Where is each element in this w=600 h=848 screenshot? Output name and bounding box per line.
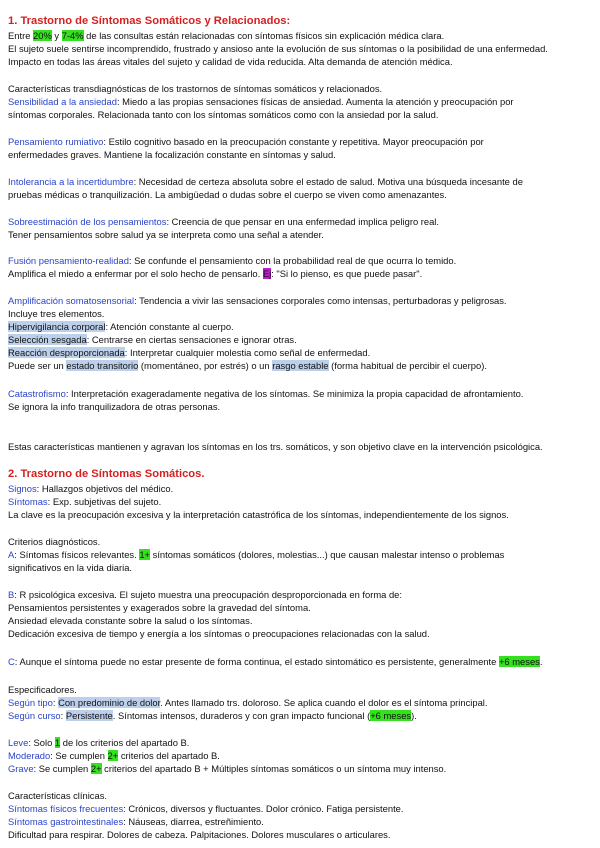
leve-line xyxy=(8,737,596,749)
text: : Aunque el síntoma puede no estar presente de forma continua, el estado sintomático es persistente, generalmente xyxy=(14,656,499,667)
text: ). xyxy=(411,710,417,721)
sobreestimacion-line-1 xyxy=(8,216,596,228)
term-catastrofismo: Catastrofismo xyxy=(8,388,66,399)
text: : Necesidad de certeza absoluta sobre el estado de salud. Motiva una búsqueda incesante de xyxy=(133,176,523,187)
moderado-line xyxy=(8,750,596,762)
text: : Se cumplen xyxy=(50,750,108,761)
term-grave: Grave xyxy=(8,763,34,774)
highlight-1: 1 xyxy=(54,737,61,748)
text: Entre xyxy=(8,30,34,41)
seleccion-line xyxy=(8,334,596,346)
fusion-line-1 xyxy=(8,255,596,267)
text: Puede ser un xyxy=(8,360,67,371)
term-hipervigilancia: Hipervigilancia corporal xyxy=(8,321,106,332)
term-rumiativo: Pensamiento rumiativo xyxy=(8,136,104,147)
intro-line-1 xyxy=(8,30,596,42)
criterio-a-line-1 xyxy=(8,549,596,561)
text: : xyxy=(52,697,59,708)
criterios-title: Criterios diagnósticos. xyxy=(8,536,101,547)
text: : xyxy=(60,710,66,721)
features-title: Características transdiagnósticas de los trastornos de síntomas somáticos y relacionados. xyxy=(8,83,383,94)
text: : Estilo cognitivo basado en la preocupación constante y repetitiva. Mayor preocupación por xyxy=(103,136,484,147)
term-signos: Signos xyxy=(8,483,37,494)
term-fusion: Fusión pensamiento-realidad xyxy=(8,255,129,266)
term-seleccion: Selección sesgada xyxy=(8,334,87,345)
amplificacion-line-1 xyxy=(8,295,596,307)
intolerancia-line-2: pruebas médicas o tranquilización. La ambigüedad o dudas sobre el cuerpo se viven como amenazantes. xyxy=(8,189,447,200)
text: : Náuseas, diarrea, estreñimiento. xyxy=(123,816,264,827)
highlight-6-meses-curso: +6 meses xyxy=(370,710,412,721)
text: : Tendencia a vivir las sensaciones corporales como intensas, perturbadoras y peligrosas. xyxy=(134,295,507,306)
hipervigilancia-line xyxy=(8,321,596,333)
text: : Atención constante al cuerpo. xyxy=(105,321,234,332)
term-segun-curso: Según curso xyxy=(8,710,61,721)
section-1-heading: 1. Trastorno de Síntomas Somáticos y Relacionados: xyxy=(8,15,291,27)
ultima-line: Dificultad para respirar. Dolores de cabeza. Palpitaciones. Dolores musculares o articulares. xyxy=(8,829,391,840)
rumiativo-line-2: enfermedades graves. Mantiene la focalización constante en síntomas y salud. xyxy=(8,149,336,160)
text: : Se confunde el pensamiento con la probabilidad real de que ocurra lo temido. xyxy=(128,255,457,266)
clave-line: La clave es la preocupación excesiva y la interpretación catastrófica de los síntomas, independientemente de los signos. xyxy=(8,509,509,520)
intolerancia-line-1 xyxy=(8,176,596,188)
text: : Creencia de que pensar en una enfermedad implica peligro real. xyxy=(166,216,439,227)
text: : "Si lo pienso, es que puede pasar". xyxy=(271,268,423,279)
text: : Síntomas físicos relevantes. xyxy=(14,549,140,560)
criterio-b-line-4: Dedicación excesiva de tiempo y energía a los síntomas o preocupaciones relacionadas con la salud. xyxy=(8,628,430,639)
term-sintomas: Síntomas xyxy=(8,496,48,507)
catastrofismo-line-1 xyxy=(8,388,596,400)
term-gastro: Síntomas gastrointestinales xyxy=(8,816,124,827)
segun-tipo-line xyxy=(8,697,596,709)
text: : Hallazgos objetivos del médico. xyxy=(36,483,174,494)
term-amplificacion: Amplificación somatosensorial xyxy=(8,295,135,306)
summary-line: Estas características mantienen y agravan los síntomas en los trs. somáticos, y son objetivo clave en la intervención psicológica. xyxy=(8,441,543,452)
highlight-2-plus-moderado: 2+ xyxy=(107,750,119,761)
highlight-ej: Ej xyxy=(262,268,272,279)
criterio-b-line-3: Ansiedad elevada constante sobre la salud o los síntomas. xyxy=(8,615,253,626)
highlight-persistente: Persistente xyxy=(65,710,113,721)
criterio-c-line xyxy=(8,656,596,668)
text: : Centrarse en ciertas sensaciones e ignorar otras. xyxy=(86,334,297,345)
text: : Se cumplen xyxy=(33,763,91,774)
sintomas-line xyxy=(8,496,596,508)
text: : Crónicos, diversos y fluctuantes. Dolor crónico. Fatiga persistente. xyxy=(123,803,404,814)
criterio-b-line-2: Pensamientos persistentes y exagerados sobre la gravedad del síntoma. xyxy=(8,602,311,613)
sensibilidad-line-2: síntomas corporales. Relacionada tanto con los síntomas somáticos como con la ansiedad por la salud. xyxy=(8,109,439,120)
text: (momentáneo, por estrés) o un xyxy=(138,360,273,371)
catastrofismo-line-2: Se ignora la info tranquilizadora de otras personas. xyxy=(8,401,221,412)
text: : R psicológica excesiva. El sujeto muestra una preocupación desproporcionada en forma de: xyxy=(14,589,402,600)
text: de los criterios del apartado B. xyxy=(60,737,190,748)
gastro-line xyxy=(8,816,596,828)
term-reaccion: Reacción desproporcionada xyxy=(8,347,125,358)
term-sobreestimacion: Sobreestimación de los pensamientos xyxy=(8,216,167,227)
term-rasgo-estable: rasgo estable xyxy=(272,360,329,371)
criterio-a-line-2: significativos en la vida diaria. xyxy=(8,562,133,573)
text: y xyxy=(51,30,62,41)
intro-line-2: El sujeto suele sentirse incomprendido, frustrado y ansioso ante la evolución de sus síntomas o la posibilidad de una enfermedad. xyxy=(8,43,548,54)
text: . Síntomas intensos, duraderos y con gran impacto funcional ( xyxy=(112,710,371,721)
term-frecuentes: Síntomas físicos frecuentes xyxy=(8,803,124,814)
reaccion-line xyxy=(8,347,596,359)
text: : Solo xyxy=(28,737,55,748)
term-a: A xyxy=(8,549,15,560)
text: . Antes llamado trs. doloroso. Se aplica cuando el dolor es el síntoma principal. xyxy=(160,697,488,708)
term-sensibilidad: Sensibilidad a la ansiedad xyxy=(8,96,117,107)
term-c: C xyxy=(8,656,15,667)
fusion-line-2 xyxy=(8,268,596,280)
highlight-2-plus-grave: 2+ xyxy=(90,763,102,774)
highlight-20-percent: 20% xyxy=(33,30,52,41)
signos-line xyxy=(8,483,596,495)
text: síntomas somáticos (dolores, molestias...) que causan malestar intenso o problemas xyxy=(150,549,505,560)
highlight-7-4-percent: 7-4% xyxy=(61,30,84,41)
especificadores-title: Especificadores. xyxy=(8,684,77,695)
term-b: B xyxy=(8,589,15,600)
text: : Exp. subjetivas del sujeto. xyxy=(47,496,162,507)
grave-line xyxy=(8,763,596,775)
term-moderado: Moderado xyxy=(8,750,51,761)
frecuentes-line xyxy=(8,803,596,815)
term-intolerancia: Intolerancia a la incertidumbre xyxy=(8,176,134,187)
highlight-1-plus: 1+ xyxy=(139,549,151,560)
text: de las consultas están relacionadas con síntomas físicos sin explicación médica clara. xyxy=(83,30,445,41)
text: (forma habitual de percibir el cuerpo). xyxy=(328,360,487,371)
clinicas-title: Características clínicas. xyxy=(8,790,107,801)
section-2-heading: 2. Trastorno de Síntomas Somáticos. xyxy=(8,468,205,480)
sensibilidad-line-1 xyxy=(8,96,596,108)
term-leve: Leve xyxy=(8,737,29,748)
text: Amplifica el miedo a enfermar por el solo hecho de pensarlo. xyxy=(8,268,263,279)
text: : Interpretación exageradamente negativa de los síntomas. Se minimiza la propia capacidad de afrontamiento. xyxy=(65,388,524,399)
text: . xyxy=(539,656,543,667)
highlight-con-predominio-dolor: Con predominio de dolor xyxy=(58,697,161,708)
segun-curso-line xyxy=(8,710,596,722)
text: : Interpretar cualquier molestia como señal de enfermedad. xyxy=(124,347,371,358)
text: criterios del apartado B + Múltiples síntomas somáticos o un síntoma muy intenso. xyxy=(101,763,447,774)
rumiativo-line-1 xyxy=(8,136,596,148)
amplificacion-line-2: Incluye tres elementos. xyxy=(8,308,105,319)
term-estado-transitorio: estado transitorio xyxy=(66,360,139,371)
text: criterios del apartado B. xyxy=(118,750,220,761)
criterio-b-line-1 xyxy=(8,589,596,601)
highlight-6-meses: +6 meses xyxy=(498,656,540,667)
sobreestimacion-line-2: Tener pensamientos sobre salud ya se interpreta como una señal a atender. xyxy=(8,229,324,240)
intro-line-3: Impacto en todas las áreas vitales del sujeto y calidad de vida reducida. Alta demanda de atención médica. xyxy=(8,56,453,67)
text: : Miedo a las propias sensaciones físicas de ansiedad. Aumenta la atención y preocupación por xyxy=(116,96,514,107)
term-segun-tipo: Según tipo xyxy=(8,697,53,708)
estado-rasgo-line xyxy=(8,360,596,372)
